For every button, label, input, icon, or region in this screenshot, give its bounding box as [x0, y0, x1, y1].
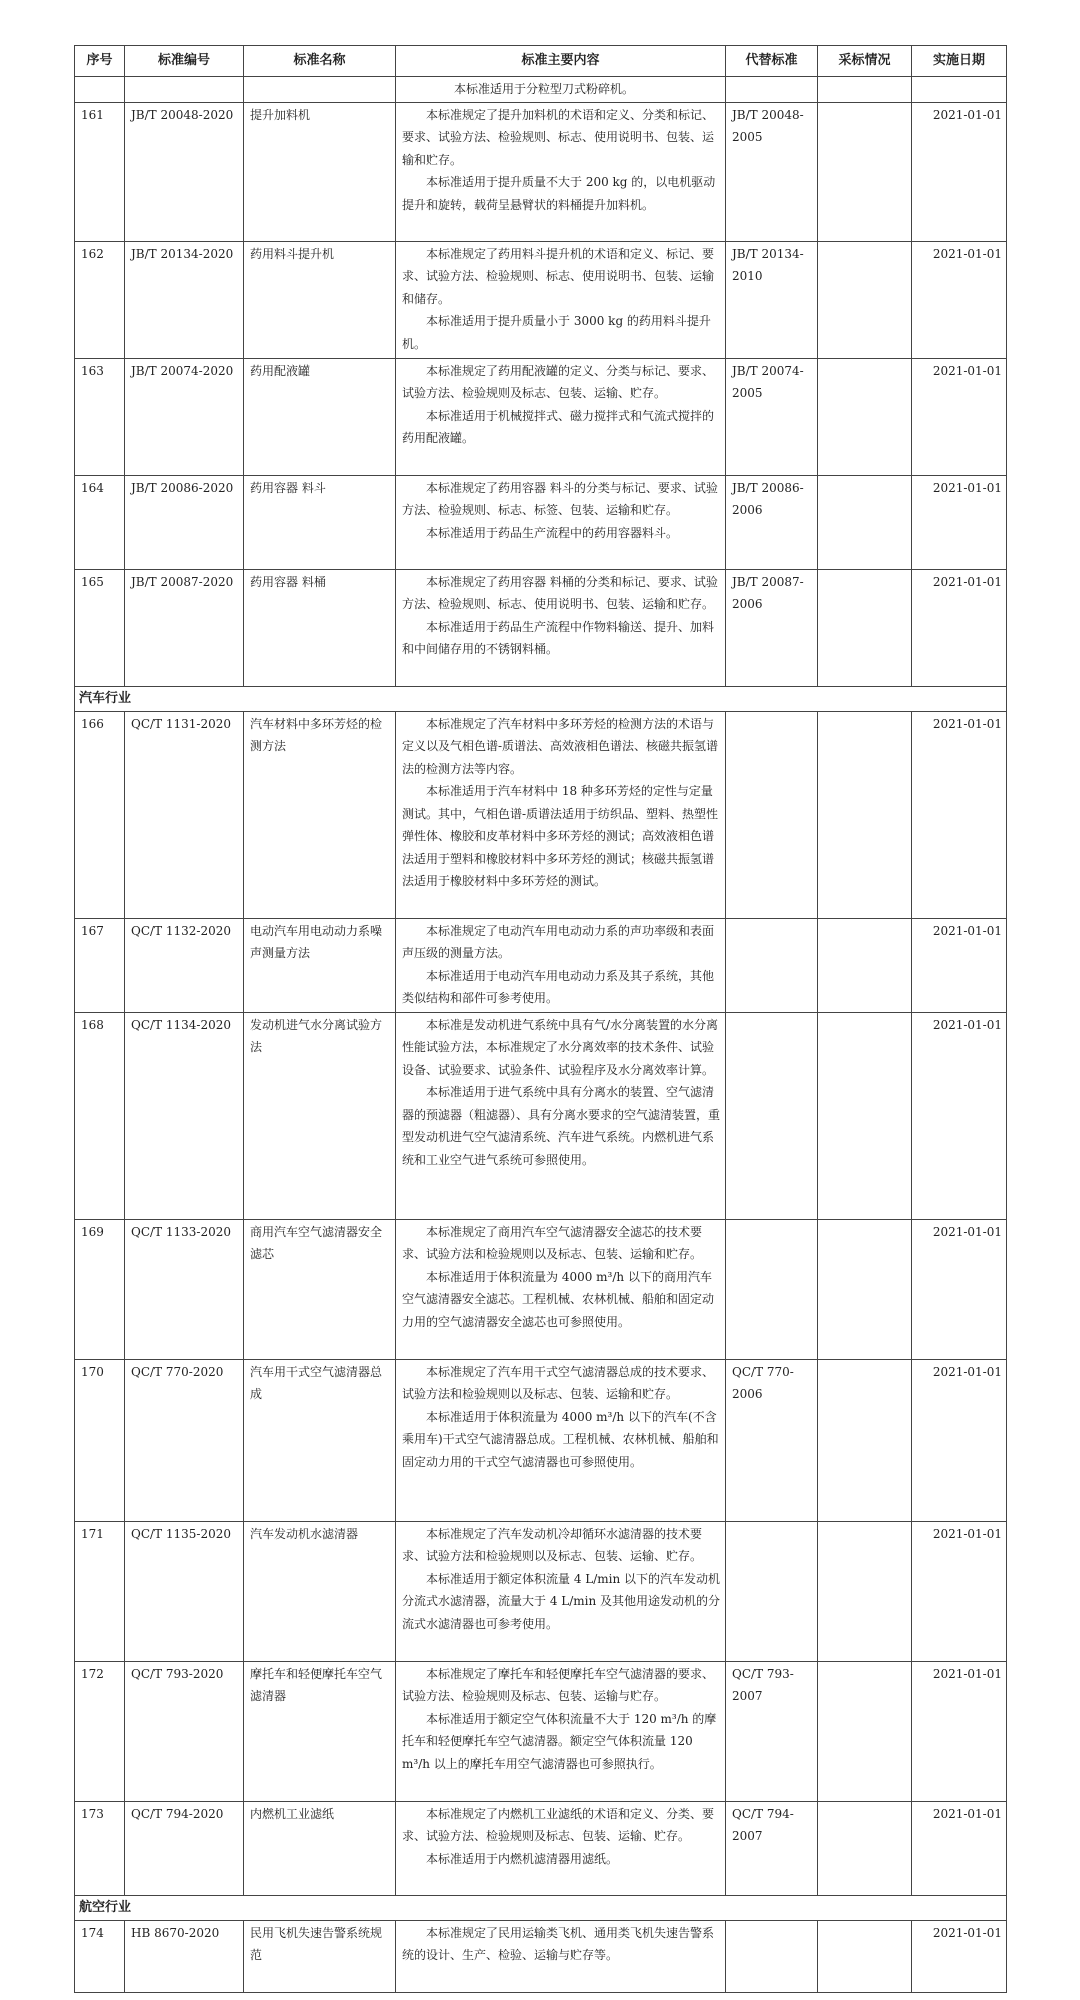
table-row	[75, 1801, 1007, 1895]
content-cell	[396, 475, 726, 569]
seq-cell: 167	[75, 918, 125, 1012]
table-header	[75, 46, 1007, 77]
date-cell: 2021-01-01	[912, 1801, 1007, 1895]
table-row	[75, 1359, 1007, 1521]
header-adoption: 采标情况	[818, 46, 912, 77]
replaces-cell: QC/T 794-2007	[726, 1801, 818, 1895]
name-cell: 民用飞机失速告警系统规范	[244, 1920, 396, 1992]
date-cell: 2021-01-01	[912, 569, 1007, 686]
table-body	[75, 77, 1007, 1993]
name-cell: 药用容器 料斗	[244, 475, 396, 569]
content-paragraph: 本标准适用于提升质量不大于 200 kg 的，以电机驱动提升和旋转，载荷呈悬臂状的料桶提升加料机。	[402, 175, 716, 212]
table-row	[75, 918, 1007, 1012]
seq-cell: 171	[75, 1521, 125, 1661]
date-cell: 2021-01-01	[912, 918, 1007, 1012]
seq-cell: 168	[75, 1012, 125, 1219]
code-cell: HB 8670-2020	[125, 1920, 244, 1992]
seq-cell: 162	[75, 241, 125, 358]
replaces-cell: QC/T 770-2006	[726, 1359, 818, 1521]
table-row	[75, 358, 1007, 475]
replaces-cell	[726, 1012, 818, 1219]
content-cell	[396, 1012, 726, 1219]
content-paragraph: 本标准规定了提升加料机的术语和定义、分类和标记、要求、试验方法、检验规则、标志、使用说明书、包装、运输和贮存。	[402, 107, 715, 167]
content-cell	[396, 1219, 726, 1359]
content-paragraph: 本标准规定了民用运输类飞机、通用类飞机失速告警系统的设计、生产、检验、运输与贮存等。	[402, 1925, 715, 1962]
replaces-cell: JB/T 20086-2006	[726, 475, 818, 569]
name-cell: 药用配液罐	[244, 358, 396, 475]
date-cell: 2021-01-01	[912, 1359, 1007, 1521]
date-cell: 2021-01-01	[912, 1521, 1007, 1661]
content-cell	[396, 241, 726, 358]
adoption-cell	[818, 569, 912, 686]
content-cell	[396, 1359, 726, 1521]
content-paragraph: 本标准规定了内燃机工业滤纸的术语和定义、分类、要求、试验方法、检验规则及标志、包装、运输、贮存。	[402, 1806, 715, 1843]
adoption-cell	[818, 102, 912, 241]
continuation-text: 本标准适用于分粒型刀式粉碎机。	[396, 77, 726, 103]
content-paragraph: 本标准适用于药品生产流程中作物料输送、提升、加料和中间储存用的不锈钢料桶。	[402, 619, 715, 656]
content-paragraph: 本标准规定了汽车发动机冷却循环水滤清器的技术要求、试验方法和检验规则以及标志、包装、运输、贮存。	[402, 1526, 703, 1563]
seq-cell: 163	[75, 358, 125, 475]
seq-cell: 165	[75, 569, 125, 686]
table-row	[75, 475, 1007, 569]
content-paragraph: 本标准适用于汽车材料中 18 种多环芳烃的定性与定量测试。其中，气相色谱-质谱法适用于纺织品、塑料、热塑性弹性体、橡胶和皮革材料中多环芳烃的测试；高效液相色谱法适用于塑料和橡胶材料中多环芳烃的测试；核磁共振氢谱法适用于橡胶材料中多环芳烃的测试。	[402, 784, 719, 888]
seq-cell: 166	[75, 711, 125, 918]
name-cell: 药用料斗提升机	[244, 241, 396, 358]
code-cell: JB/T 20086-2020	[125, 475, 244, 569]
replaces-cell: JB/T 20074-2005	[726, 358, 818, 475]
code-cell: JB/T 20074-2020	[125, 358, 244, 475]
name-cell: 提升加料机	[244, 102, 396, 241]
adoption-cell	[818, 358, 912, 475]
header-name: 标准名称	[244, 46, 396, 77]
date-cell: 2021-01-01	[912, 102, 1007, 241]
date-cell: 2021-01-01	[912, 1012, 1007, 1219]
standards-table	[74, 45, 1007, 1993]
content-cell	[396, 1661, 726, 1801]
seq-cell: 172	[75, 1661, 125, 1801]
replaces-cell	[726, 1219, 818, 1359]
name-cell: 发动机进气水分离试验方法	[244, 1012, 396, 1219]
name-cell: 汽车发动机水滤清器	[244, 1521, 396, 1661]
seq-cell: 173	[75, 1801, 125, 1895]
date-cell: 2021-01-01	[912, 1920, 1007, 1992]
code-cell: QC/T 1131-2020	[125, 711, 244, 918]
content-paragraph: 本标准适用于机械搅拌式、磁力搅拌式和气流式搅拌的药用配液罐。	[402, 408, 715, 445]
code-cell: QC/T 793-2020	[125, 1661, 244, 1801]
code-cell: QC/T 1132-2020	[125, 918, 244, 1012]
adoption-cell	[818, 241, 912, 358]
replaces-cell: JB/T 20134-2010	[726, 241, 818, 358]
content-cell	[396, 918, 726, 1012]
table-row	[75, 102, 1007, 241]
header-replaces: 代替标准	[726, 46, 818, 77]
content-cell	[396, 358, 726, 475]
content-cell	[396, 1521, 726, 1661]
code-cell: JB/T 20048-2020	[125, 102, 244, 241]
content-paragraph: 本标准规定了汽车材料中多环芳烃的检测方法的术语与定义以及气相色谱-质谱法、高效液相色谱法、核磁共振氢谱法的检测方法等内容。	[402, 716, 719, 776]
content-cell	[396, 569, 726, 686]
content-cell	[396, 1801, 726, 1895]
date-cell: 2021-01-01	[912, 241, 1007, 358]
code-cell: QC/T 1133-2020	[125, 1219, 244, 1359]
name-cell: 汽车用干式空气滤清器总成	[244, 1359, 396, 1521]
content-paragraph: 本标准适用于内燃机滤清器用滤纸。	[426, 1851, 619, 1866]
table-row	[75, 711, 1007, 918]
adoption-cell	[818, 1359, 912, 1521]
adoption-cell	[818, 1661, 912, 1801]
code-cell: QC/T 1135-2020	[125, 1521, 244, 1661]
content-paragraph: 本标准适用于提升质量小于 3000 kg 的药用料斗提升机。	[402, 314, 711, 351]
replaces-cell: QC/T 793-2007	[726, 1661, 818, 1801]
content-paragraph: 本标准规定了电动汽车用电动动力系的声功率级和表面声压级的测量方法。	[402, 923, 715, 960]
adoption-cell	[818, 1219, 912, 1359]
section-row	[75, 1895, 1007, 1920]
content-paragraph: 本标准适用于额定体积流量 4 L/min 以下的汽车发动机分流式水滤清器，流量大于 4 L/min 及其他用途发动机的分流式水滤清器也可参考使用。	[402, 1571, 721, 1631]
replaces-cell	[726, 711, 818, 918]
date-cell: 2021-01-01	[912, 1661, 1007, 1801]
code-cell: QC/T 1134-2020	[125, 1012, 244, 1219]
seq-cell: 161	[75, 102, 125, 241]
table-row	[75, 1521, 1007, 1661]
content-paragraph: 本标准规定了药用容器 料桶的分类和标记、要求、试验方法、检验规则、标志、使用说明书、包装、运输和贮存。	[402, 574, 718, 611]
table-row	[75, 1219, 1007, 1359]
content-paragraph: 本标准适用于体积流量为 4000 m³/h 以下的汽车(不含乘用车)干式空气滤清器总成。工程机械、农林机械、船舶和固定动力用的干式空气滤清器也可参照使用。	[402, 1409, 719, 1469]
header-date: 实施日期	[912, 46, 1007, 77]
table-row	[75, 241, 1007, 358]
code-cell: JB/T 20087-2020	[125, 569, 244, 686]
seq-cell: 164	[75, 475, 125, 569]
code-cell: QC/T 770-2020	[125, 1359, 244, 1521]
replaces-cell	[726, 1920, 818, 1992]
content-paragraph: 本标准规定了摩托车和轻便摩托车空气滤清器的要求、试验方法、检验规则及标志、包装、运输与贮存。	[402, 1666, 715, 1703]
date-cell: 2021-01-01	[912, 1219, 1007, 1359]
table-row	[75, 1920, 1007, 1992]
name-cell: 药用容器 料桶	[244, 569, 396, 686]
code-cell: QC/T 794-2020	[125, 1801, 244, 1895]
date-cell: 2021-01-01	[912, 475, 1007, 569]
replaces-cell	[726, 918, 818, 1012]
name-cell: 内燃机工业滤纸	[244, 1801, 396, 1895]
section-title: 汽车行业	[75, 686, 1007, 711]
table-row	[75, 1661, 1007, 1801]
seq-cell: 169	[75, 1219, 125, 1359]
content-paragraph: 本标准规定了药用配液罐的定义、分类与标记、要求、试验方法、检验规则及标志、包装、运输、贮存。	[402, 363, 715, 400]
content-paragraph: 本标准适用于电动汽车用电动动力系及其子系统，其他类似结构和部件可参考使用。	[402, 968, 715, 1005]
name-cell: 汽车材料中多环芳烃的检测方法	[244, 711, 396, 918]
header-code: 标准编号	[125, 46, 244, 77]
seq-cell: 174	[75, 1920, 125, 1992]
replaces-cell: JB/T 20048-2005	[726, 102, 818, 241]
name-cell: 商用汽车空气滤清器安全滤芯	[244, 1219, 396, 1359]
adoption-cell	[818, 475, 912, 569]
replaces-cell	[726, 1521, 818, 1661]
section-title: 航空行业	[75, 1895, 1007, 1920]
content-cell	[396, 711, 726, 918]
adoption-cell	[818, 1012, 912, 1219]
section-row	[75, 686, 1007, 711]
name-cell: 电动汽车用电动动力系噪声测量方法	[244, 918, 396, 1012]
content-paragraph: 本标准规定了商用汽车空气滤清器安全滤芯的技术要求、试验方法和检验规则以及标志、包装、运输和贮存。	[402, 1224, 703, 1261]
continuation-row	[75, 77, 1007, 103]
content-cell	[396, 102, 726, 241]
seq-cell: 170	[75, 1359, 125, 1521]
table-row	[75, 569, 1007, 686]
content-paragraph: 本标准适用于药品生产流程中的药用容器料斗。	[426, 525, 679, 540]
date-cell: 2021-01-01	[912, 711, 1007, 918]
name-cell: 摩托车和轻便摩托车空气滤清器	[244, 1661, 396, 1801]
table-row	[75, 1012, 1007, 1219]
code-cell: JB/T 20134-2020	[125, 241, 244, 358]
replaces-cell: JB/T 20087-2006	[726, 569, 818, 686]
header-seq: 序号	[75, 46, 125, 77]
content-paragraph: 本标准适用于额定空气体积流量不大于 120 m³/h 的摩托车和轻便摩托车空气滤清器。额定空气体积流量 120 m³/h 以上的摩托车用空气滤清器也可参照执行。	[402, 1711, 717, 1771]
date-cell: 2021-01-01	[912, 358, 1007, 475]
content-cell	[396, 1920, 726, 1992]
adoption-cell	[818, 1801, 912, 1895]
content-paragraph: 本标准规定了汽车用干式空气滤清器总成的技术要求、试验方法和检验规则以及标志、包装、运输和贮存。	[402, 1364, 715, 1401]
content-paragraph: 本标准适用于进气系统中具有分离水的装置、空气滤清器的预滤器（粗滤器）、具有分离水要求的空气滤清装置，重型发动机进气空气滤清系统、汽车进气系统。内燃机进气系统和工业空气进气系统可参照使用。	[402, 1085, 721, 1167]
adoption-cell	[818, 711, 912, 918]
header-content: 标准主要内容	[396, 46, 726, 77]
adoption-cell	[818, 1521, 912, 1661]
content-paragraph: 本标准适用于体积流量为 4000 m³/h 以下的商用汽车空气滤清器安全滤芯。工程机械、农林机械、船舶和固定动力用的空气滤清器安全滤芯也可参照使用。	[402, 1269, 715, 1329]
content-paragraph: 本标准是发动机进气系统中具有气/水分离装置的水分离性能试验方法，本标准规定了水分离效率的技术条件、试验设备、试验要求、试验条件、试验程序及水分离效率计算。	[402, 1017, 719, 1077]
adoption-cell	[818, 1920, 912, 1992]
adoption-cell	[818, 918, 912, 1012]
content-paragraph: 本标准规定了药用容器 料斗的分类与标记、要求、试验方法、检验规则、标志、标签、包装、运输和贮存。	[402, 480, 718, 517]
content-paragraph: 本标准规定了药用料斗提升机的术语和定义、标记、要求、试验方法、检验规则、标志、使用说明书、包装、运输和储存。	[402, 246, 715, 306]
